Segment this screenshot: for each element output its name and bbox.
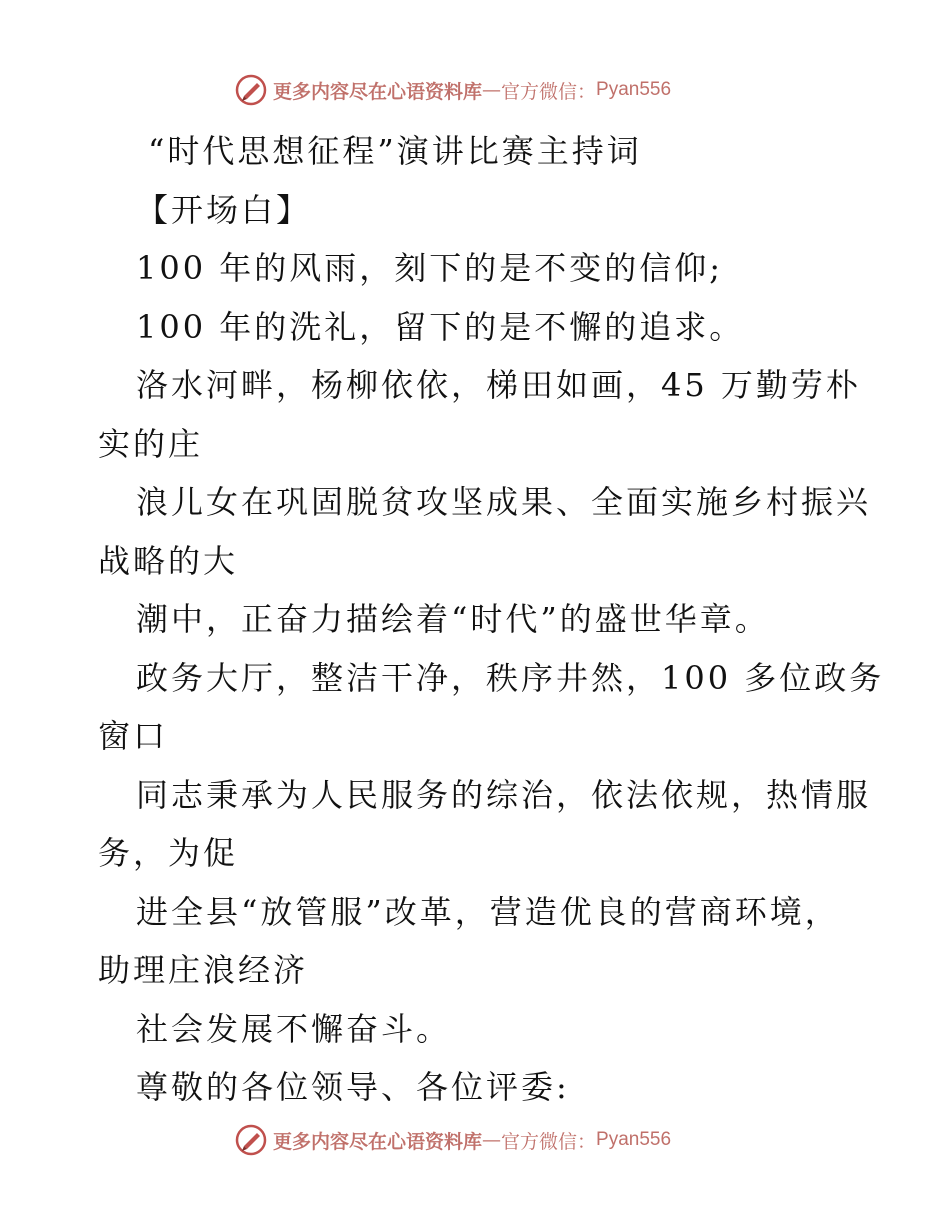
banner-wechat-id: Pyan556 — [596, 1129, 672, 1150]
banner-main-text: 更多内容尽在心语资料库 — [273, 1130, 483, 1153]
document-body — [98, 122, 885, 1117]
banner-dash: — — [482, 79, 502, 101]
text-line: 务，为促 — [98, 834, 239, 872]
banner-wechat-id: Pyan556 — [596, 79, 672, 100]
text-line: 尊敬的各位领导、各位评委: — [136, 1068, 570, 1106]
text-line: 100 年的洗礼，留下的是不懈的追求。 — [136, 307, 745, 346]
text-line: 助理庄浪经济 — [98, 951, 309, 989]
text-line: 100 年的风雨，刻下的是不变的信仰; — [136, 249, 724, 287]
banner-sub-text: 官方微信： — [501, 1130, 597, 1153]
text-line: 洛水河畔，杨柳依依，梯田如画，45 万勤劳朴 — [136, 366, 861, 404]
text-line: 同志秉承为人民服务的综治，依法依规，热情服 — [136, 775, 872, 814]
text-line: 政务大厅，整洁干净，秩序井然，100 多位政务 — [136, 658, 885, 697]
header-watermark — [235, 72, 671, 108]
section-heading: 【开场白】 — [136, 190, 312, 229]
document-title: “时代思想征程”演讲比赛主持词 — [148, 132, 642, 170]
text-line: 实的庄 — [98, 424, 204, 463]
footer-watermark — [235, 1122, 671, 1158]
text-line: 战略的大 — [98, 541, 239, 580]
text-line: 窗口 — [98, 717, 169, 755]
banner-main-text: 更多内容尽在心语资料库 — [273, 80, 483, 103]
pen-logo-icon — [235, 1124, 267, 1156]
banner-sub-text: 官方微信： — [501, 80, 597, 103]
pen-logo-icon — [235, 74, 267, 106]
text-line: 社会发展不懈奋斗。 — [136, 1009, 452, 1048]
text-line: 潮中，正奋力描绘着“时代”的盛世华章。 — [136, 600, 770, 638]
text-line: 进全县“放管服”改革，营造优良的营商环境， — [136, 892, 840, 931]
banner-dash: — — [482, 1129, 502, 1151]
text-line: 浪儿女在巩固脱贫攻坚成果、全面实施乡村振兴 — [136, 483, 872, 521]
